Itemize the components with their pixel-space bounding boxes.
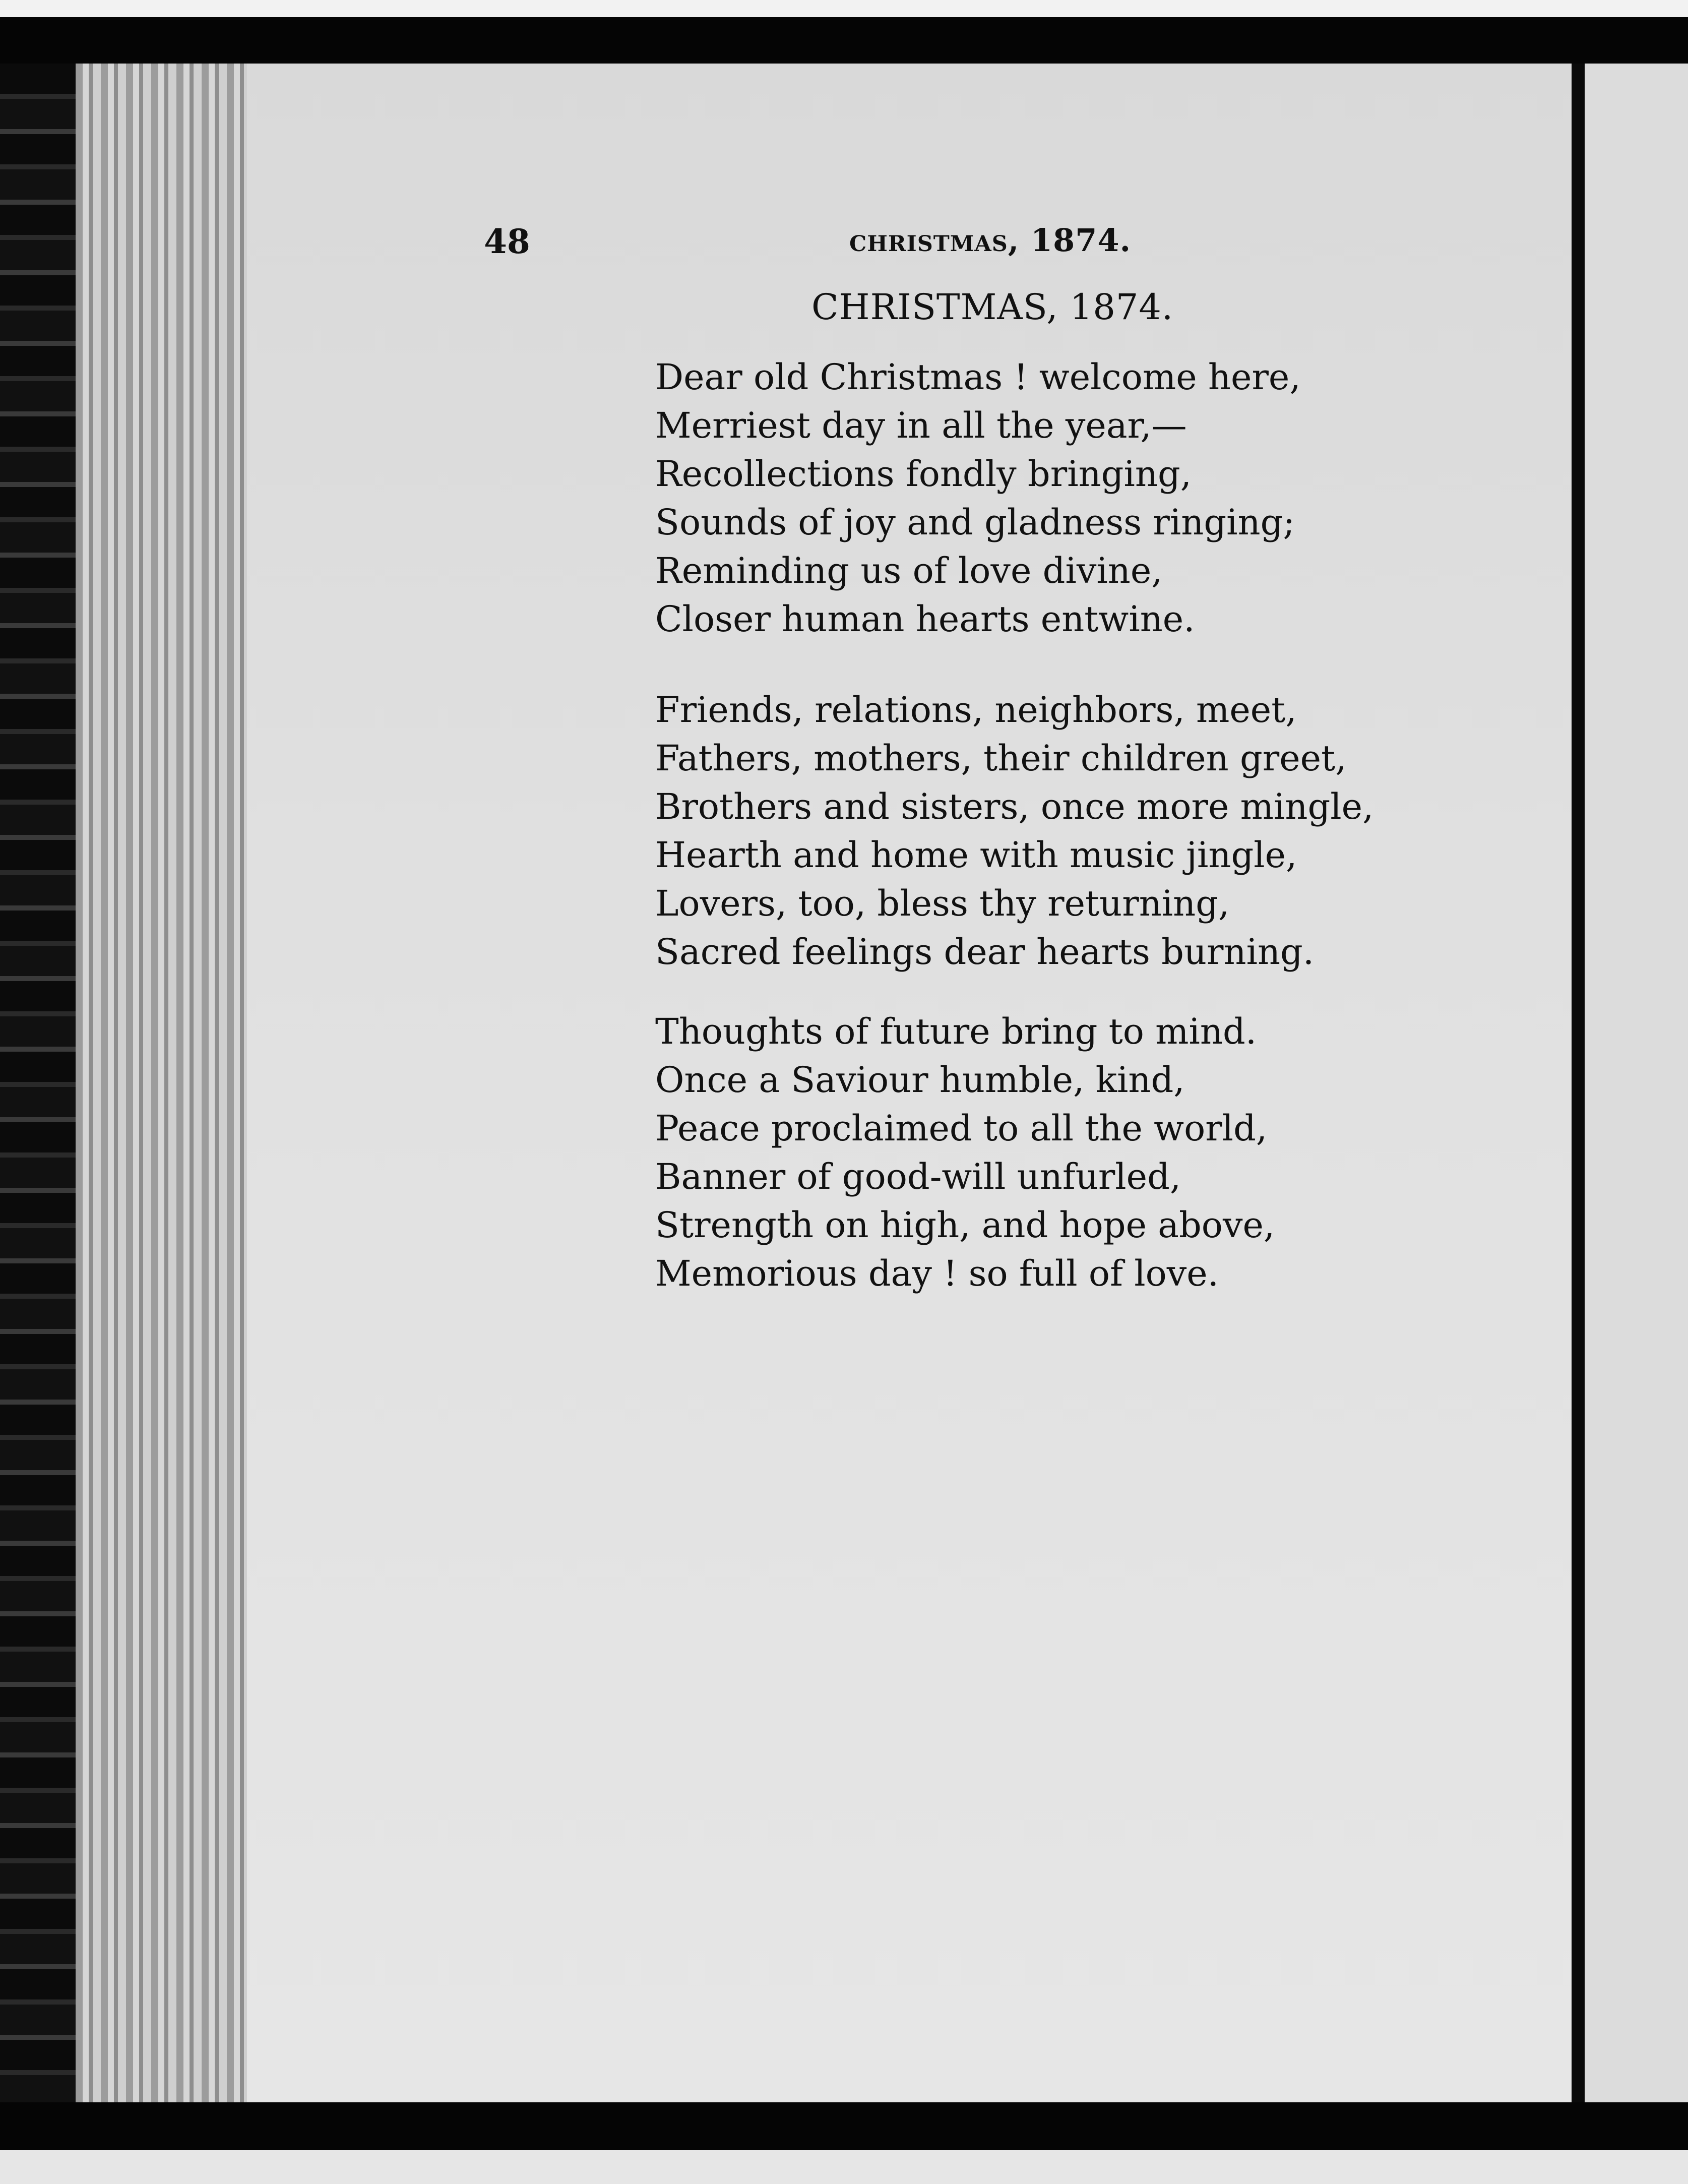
poem-line: Strength on high, and hope above, [655, 1204, 1275, 1246]
poem-line: Banner of good-will unfurled, [655, 1156, 1181, 1197]
poem-line: Fathers, mothers, their children greet, [655, 738, 1347, 779]
book-gutter [1572, 64, 1585, 2102]
facing-page-edge [1585, 64, 1688, 2102]
poem-line: Once a Saviour humble, kind, [655, 1059, 1185, 1101]
poem-line: Dear old Christmas ! welcome here, [655, 356, 1301, 398]
page-header [484, 222, 1215, 267]
running-head: christmas, 1874. [849, 222, 1132, 259]
book-page-edges [76, 64, 247, 2102]
stanza-2 [655, 686, 1411, 976]
poem-line: Hearth and home with music jingle, [655, 834, 1297, 876]
scan-frame-top-bar [0, 17, 1688, 64]
poem-line: Merriest day in all the year,— [655, 405, 1187, 446]
scan-frame-top [0, 0, 1688, 17]
poem-line: Reminding us of love divine, [655, 550, 1163, 591]
poem-line: Lovers, too, bless thy returning, [655, 883, 1230, 924]
poem-line: Brothers and sisters, once more mingle, [655, 786, 1374, 827]
poem-line: Friends, relations, neighbors, meet, [655, 689, 1297, 731]
scan-frame-bottom-bar [0, 2102, 1688, 2150]
poem-line: Memorious day ! so full of love. [655, 1253, 1219, 1294]
poem-line: Sounds of joy and gladness ringing; [655, 502, 1295, 543]
scan-left-edge [0, 64, 76, 2102]
poem-title: CHRISTMAS, 1874. [811, 286, 1174, 328]
poem-line: Closer human hearts entwine. [655, 598, 1195, 640]
poem-line: Recollections fondly bringing, [655, 453, 1192, 495]
stanza-3 [655, 1007, 1411, 1298]
poem-line: Thoughts of future bring to mind. [655, 1011, 1257, 1052]
scan-frame-bottom [0, 2150, 1688, 2184]
poem-line: Peace proclaimed to all the world, [655, 1108, 1268, 1149]
page-number: 48 [484, 222, 530, 261]
poem-line: Sacred feelings dear hearts burning. [655, 931, 1315, 973]
stanza-1 [655, 353, 1411, 643]
